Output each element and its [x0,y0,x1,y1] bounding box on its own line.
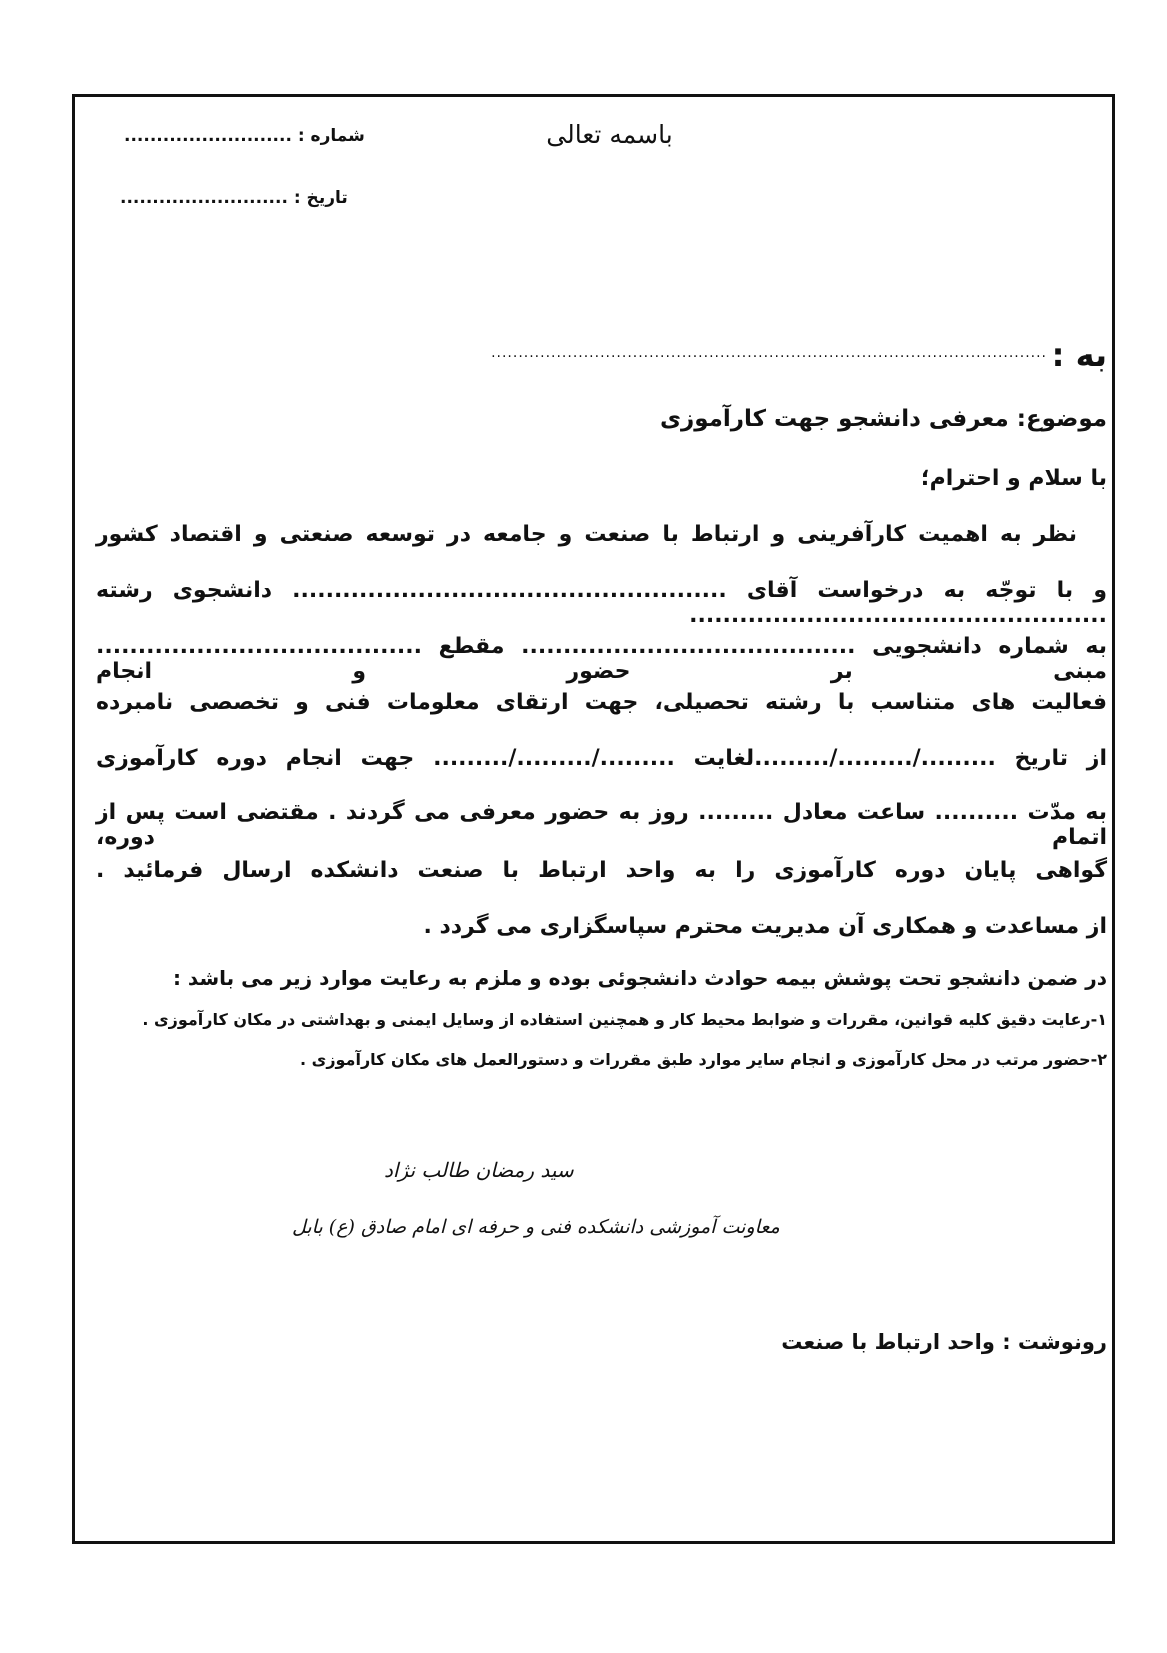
greeting: با سلام و احترام؛ [920,466,1107,491]
body-line-1: نظر به اهمیت کارآفرینی و ارتباط با صنعت و جامعه در توسعه صنعتی و اقتصاد کشور [96,522,1077,547]
body-line-7: گواهی پایان دوره کارآموزی را به واحد ارتباط با صنعت دانشکده ارسال فرمائید . [96,858,1107,883]
basmala-heading: باسمه تعالی [546,120,673,149]
number-field [124,126,365,146]
body-line-8: از مساعدت و همکاری آن مدیریت محترم سپاسگزاری می گردد . [423,914,1107,939]
rule-item-2: ۲-حضور مرتب در محل کارآموزی و انجام سایر موارد طبق مقررات و دستورالعمل های مکان کارآموزی . [300,1050,1107,1069]
carbon-copy: رونوشت : واحد ارتباط با صنعت [781,1330,1107,1354]
signatory-name: سید رمضان طالب نژاد [384,1158,574,1182]
recipient-blank: ...................................................................................................... [491,345,1047,361]
recipient-label: به : [1051,336,1107,374]
body-line-3: به شماره دانشجویی ........................................ مقطع ....................................... مبنی بر حضور و انجام [96,634,1107,684]
body-line-5: از تاریخ ........./........./.........لغایت ........./........./......... جهت انجام دوره کارآموزی [96,746,1107,771]
number-label: شماره : [297,126,365,146]
body-line-4: فعالیت های متناسب با رشته تحصیلی، جهت ارتقای معلومات فنی و تخصصی نامبرده [96,690,1107,715]
date-label: تاریخ : [293,188,348,208]
signatory-title: معاونت آموزشی دانشکده فنی و حرفه ای امام صادق (ع) بابل [292,1216,780,1238]
insurance-note: در ضمن دانشجو تحت پوشش بیمه حوادث دانشجوئی بوده و ملزم به رعایت موارد زیر می باشد : [172,966,1107,990]
rule-item-1: ۱-رعایت دقیق کلیه قوانین، مقررات و ضوابط محیط کار و همچنین استفاده از وسایل ایمنی و بهداشتی در مکان کارآموزی . [142,1010,1107,1029]
body-line-6: به مدّت .......... ساعت معادل ......... روز به حضور معرفی می گردند . مقتضی است پس از اتمام دوره، [96,800,1107,850]
number-blank: .......................... [124,126,292,146]
date-blank: .......................... [120,188,288,208]
date-field [120,188,348,208]
subject-line: موضوع: معرفی دانشجو جهت کارآموزی [659,406,1107,432]
body-line-2: و با توجّه به درخواست آقای .................................................... دانشجوی رشته .................................................. [96,578,1107,628]
